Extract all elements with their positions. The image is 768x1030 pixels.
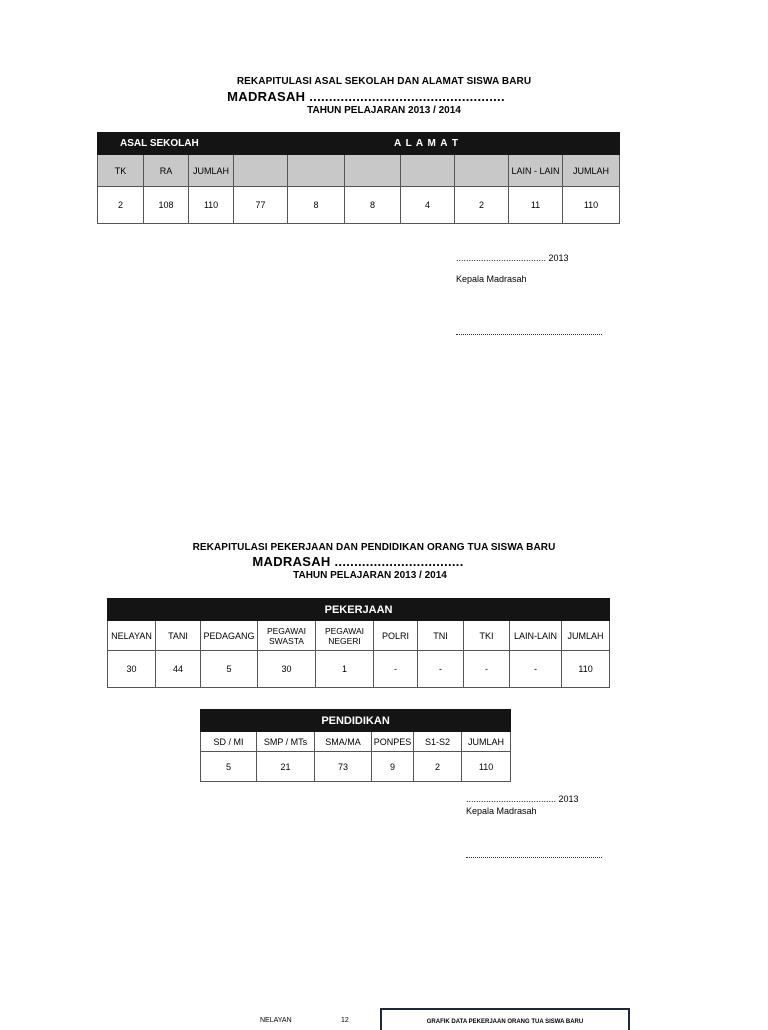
table-cell: 5 [201,752,257,782]
section1-year: TAHUN PELAJARAN 2013 / 2014 [307,105,461,116]
signature-role: Kepala Madrasah [466,806,537,816]
table-column-row [201,732,511,752]
col-header: POLRI [374,621,418,651]
group-alamat: A L A M A T [234,133,620,155]
signature-date: .................................... 2013 [456,253,569,263]
table-column-row [98,155,620,187]
col-header: JUMLAH [562,621,610,651]
table-cell: 5 [201,651,258,688]
col-header: SD / MI [201,732,257,752]
col-header [401,155,455,187]
col-header: NELAYAN [108,621,156,651]
table-cell: 8 [345,187,401,224]
signature-line [456,334,602,335]
table-header-row [201,710,511,732]
section1-madrasah: MADRASAH .................................................. [227,89,505,104]
table-header-row [108,599,610,621]
col-header: PEGAWAI NEGERI [316,621,374,651]
col-header: JUMLAH [563,155,620,187]
col-header [234,155,288,187]
table-cell: 30 [258,651,316,688]
col-header: LAIN-LAIN [510,621,562,651]
pendidikan-table [200,709,511,782]
table-cell: 4 [401,187,455,224]
col-header: RA [144,155,189,187]
asal-alamat-table [97,132,620,224]
table-cell: 2 [455,187,509,224]
col-header: S1-S2 [414,732,462,752]
table-cell: - [464,651,510,688]
table-cell: 30 [108,651,156,688]
section1-title: REKAPITULASI ASAL SEKOLAH DAN ALAMAT SISWA BARU [236,76,532,87]
table-cell: 1 [316,651,374,688]
pendidikan-header: PENDIDIKAN [201,710,511,732]
col-header: LAIN - LAIN [509,155,563,187]
pekerjaan-table [107,598,610,688]
table-row [201,752,511,782]
table-cell: 2 [98,187,144,224]
col-header: TKI [464,621,510,651]
signature-line [466,857,602,858]
table-cell: 110 [562,651,610,688]
col-header: PEDAGANG [201,621,258,651]
footer-value: 12 [341,1017,349,1024]
table-cell: 73 [315,752,372,782]
col-header: PONPES [372,732,414,752]
table-cell: 8 [288,187,345,224]
table-cell: 11 [509,187,563,224]
signature-date: .................................... 2013 [466,794,579,804]
footer-label: NELAYAN [260,1017,292,1024]
col-header: PEGAWAI SWASTA [258,621,316,651]
col-header: JUMLAH [462,732,511,752]
col-header: SMA/MA [315,732,372,752]
table-cell: 77 [234,187,288,224]
col-header: TK [98,155,144,187]
table-cell: 2 [414,752,462,782]
col-header [288,155,345,187]
table-cell: 110 [189,187,234,224]
table-row [108,651,610,688]
chart-box [380,1008,630,1030]
table-cell: 108 [144,187,189,224]
group-asal-sekolah: ASAL SEKOLAH [98,133,234,155]
table-cell: - [510,651,562,688]
section2-year: TAHUN PELAJARAN 2013 / 2014 [293,570,447,581]
col-header: TNI [418,621,464,651]
signature-role: Kepala Madrasah [456,274,527,284]
table-cell: - [374,651,418,688]
chart-title: GRAFIK DATA PEKERJAAN ORANG TUA SISWA BARU [426,1019,584,1025]
col-header: TANI [156,621,201,651]
table-column-row [108,621,610,651]
table-cell: 110 [462,752,511,782]
table-cell: 110 [563,187,620,224]
col-header: SMP / MTs [257,732,315,752]
table-cell: - [418,651,464,688]
table-cell: 9 [372,752,414,782]
col-header [455,155,509,187]
pekerjaan-header: PEKERJAAN [108,599,610,621]
table-cell: 44 [156,651,201,688]
col-header: JUMLAH [189,155,234,187]
col-header [345,155,401,187]
table-row [98,187,620,224]
table-header-row [98,133,620,155]
section2-title: REKAPITULASI PEKERJAAN DAN PENDIDIKAN ORANG TUA SISWA BARU [192,542,556,553]
section2-madrasah: MADRASAH ................................. [252,554,464,569]
table-cell: 21 [257,752,315,782]
